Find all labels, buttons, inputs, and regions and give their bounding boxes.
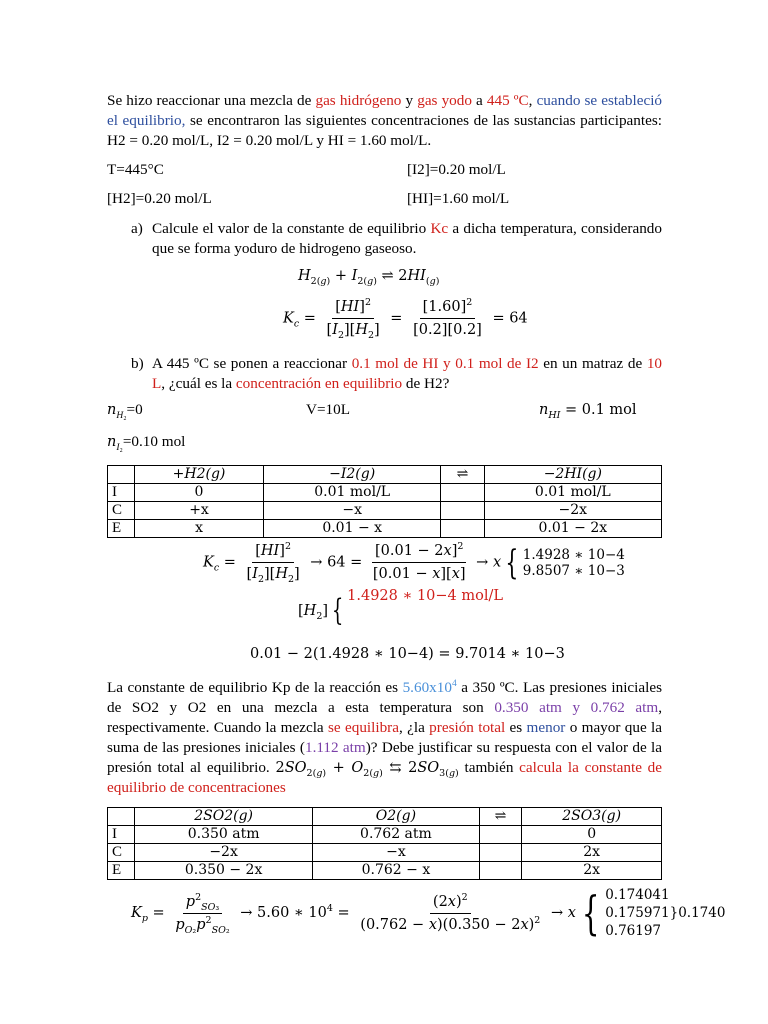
reaction-equation-1: $H_{2(g)} + I_{2(g)}$ ⇌ $2HI_{(g)}$ <box>298 268 440 287</box>
table-cell <box>441 484 484 502</box>
reactants-highlight: 0.1 mol de HI y 0.1 mol de I2 <box>351 355 539 372</box>
row-label: E <box>108 862 135 880</box>
part-a-label: a) <box>131 220 143 237</box>
kc-result: = 64 <box>492 310 528 327</box>
table-cell: 0.01 − 2x <box>484 520 661 538</box>
equilibrates-highlight: se equilibra <box>328 719 399 736</box>
part-b-text: , ¿cuál es la <box>161 375 236 392</box>
kp-mantissa: 5.60x10 <box>402 679 452 696</box>
iodine-gas-highlight: gas yodo <box>417 92 472 109</box>
part-c-text: es <box>505 719 527 736</box>
table-header-cell: +H2(g) <box>135 466 264 484</box>
intro-text: y <box>401 92 418 109</box>
table-cell: 0.01 − x <box>264 520 441 538</box>
table-cell: −2x <box>135 844 313 862</box>
table-header-cell: −2HI(g) <box>484 466 661 484</box>
total-pressure-highlight: presión total <box>429 719 506 736</box>
n-hi-value: = 0.1 mol <box>565 402 637 418</box>
row-label: E <box>108 520 135 538</box>
root-1: 1.4928 ∗ 10−4 <box>522 546 625 563</box>
equilibrium-concentration-highlight: concentración en equilibrio <box>235 375 403 392</box>
volume-value: V=10L <box>306 401 350 418</box>
n-hi: $n_{HI} = 0.1$ mol <box>539 402 637 421</box>
table-cell: 0.350 atm <box>135 826 313 844</box>
table-cell <box>479 844 522 862</box>
table-header-cell <box>108 466 135 484</box>
table-cell: 0.350 − 2x <box>135 862 313 880</box>
table-cell: 0.762 atm <box>313 826 479 844</box>
root-2-row: 0.175971}0.1740 <box>605 905 726 921</box>
n-h2: $n_{H_2}=0$ <box>107 401 143 422</box>
volume-highlight: 10 L <box>152 355 662 392</box>
pressure-sum-highlight: 1.112 atm <box>304 739 366 756</box>
table-row <box>108 484 662 502</box>
part-c-text: La constante de equilibrio Kp de la reacción es <box>107 679 403 696</box>
table-cell: −2x <box>484 502 661 520</box>
root-1: 0.174041 <box>605 887 670 903</box>
part-c-text: o mayor que la suma de las presiones iniciales ( <box>107 719 662 756</box>
table-cell: 0.01 mol/L <box>484 484 661 502</box>
table-cell: x <box>135 520 264 538</box>
part-b-text: en un matraz de <box>538 355 647 372</box>
kp-value: $5.60x10^4$ <box>402 678 457 696</box>
reaction-equation-2: $2SO_{2(g)} + O_{2(g)}$ ⇆ $2SO_{3(g)}$ <box>275 760 459 779</box>
part-b-text: A 445 ºC se ponen a reaccionar <box>152 355 352 372</box>
concentrations-line: H2 = 0.20 mol/L, I2 = 0.20 mol/L y HI = 1.60 mol/L. <box>107 132 432 149</box>
intro-text: , <box>528 92 537 109</box>
row-label: C <box>108 502 135 520</box>
table-cell: 0 <box>522 826 662 844</box>
hi-concentration: [HI]=1.60 mol/L <box>407 190 510 207</box>
part-c-paragraph <box>107 678 662 798</box>
intro-text: Se hizo reaccionar una mezcla de <box>107 92 316 109</box>
table-header-cell: O2(g) <box>313 808 479 826</box>
part-c-text: )? Debe justificar su respuesta con el valor de la presión total al equilibrio. <box>107 739 662 776</box>
i2-concentration: [I2]=0.20 mol/L <box>407 161 506 178</box>
n-i2: $n_{I_2}=0.10$ mol <box>107 433 186 454</box>
table-header-cell: ⇌ <box>479 808 522 826</box>
kc-request-highlight: calcula la constante de equilibrio de concentraciones <box>107 759 663 796</box>
part-c-text: , respectivamente. Cuando la mezcla <box>107 699 662 736</box>
equilibrium-highlight: cuando se estableció el equilibrio, <box>107 92 663 129</box>
h2-equilibrium: $[H_2]$ { 1.4928 ∗ 10−4 mol/L <box>298 588 504 628</box>
n-h2-value: =0 <box>126 401 143 418</box>
table-header-cell <box>108 808 135 826</box>
part-a-text: Calcule el valor de la constante de equilibrio <box>152 220 431 237</box>
part-c-text: también <box>458 759 520 776</box>
hi-final-calculation: 0.01 − 2(1.4928 ∗ 10−4) = 9.7014 ∗ 10−3 <box>250 646 565 662</box>
table-header-row <box>108 466 662 484</box>
table-cell: 0.01 mol/L <box>264 484 441 502</box>
table-cell: 0.762 − x <box>313 862 479 880</box>
table-cell: 0 <box>135 484 264 502</box>
kc-equation: $K_c$ = $\frac{[HI]^2}{[I_2][H_2]}$ = $\frac{[1.60]^2}{[0.2][0.2]}$ = 64 <box>283 297 528 341</box>
table-header-row <box>108 808 662 826</box>
part-b-label: b) <box>131 355 144 372</box>
intro-paragraph <box>107 91 662 151</box>
table-cell: −x <box>264 502 441 520</box>
part-b-text: de H2? <box>402 375 450 392</box>
row-label: I <box>108 484 135 502</box>
table-header-cell: ⇌ <box>441 466 484 484</box>
table-row <box>108 844 662 862</box>
kc-ice-equation: $K_c$ = $\frac{[HI]^2}{[I_2][H_2]}$ → 64 = $\frac{[0.01 - 2x]^2}{[0.01 - x][x]}$ → x { 1.4928 ∗ 10−4 9.8507 ∗ 10−3 <box>203 541 625 585</box>
part-c-text: a 350 ºC. Las presiones iniciales de SO2 y O2 en una mezcla a esta temperatura son <box>107 679 662 716</box>
table-cell: 2x <box>522 844 662 862</box>
table-cell: 2x <box>522 862 662 880</box>
menor-highlight: menor <box>526 719 566 736</box>
table-header-cell: −I2(g) <box>264 466 441 484</box>
n-i2-value: =0.10 mol <box>122 433 186 450</box>
kp-ice-equation: $K_p$ = $\frac{p^2_{SO_3}}{p_{O_2}p^2_{SO_2}}$ → 5.60 ∗ $10^4$ = $\frac{(2x)^2}{(0.762 - x)(0.350 - 2x)^2}$ → x { 0.174041 0.175971}0.1740 0.76197 <box>131 886 726 940</box>
intro-text: a <box>471 92 487 109</box>
temperature-highlight: 445 ºC <box>486 92 529 109</box>
part-a-question <box>152 219 662 259</box>
part-c-text: , ¿la <box>398 719 430 736</box>
table-cell <box>441 520 484 538</box>
table-cell <box>441 502 484 520</box>
chosen-root: 0.1740 <box>678 905 726 921</box>
part-a-text: a dicha temperatura, considerando que se forma yoduro de hidrogeno gaseoso. <box>152 220 662 257</box>
root-3: 0.76197 <box>605 923 662 939</box>
table-header-cell: 2SO3(g) <box>522 808 662 826</box>
table-row <box>108 826 662 844</box>
table-cell: −x <box>313 844 479 862</box>
part-b-question <box>152 354 662 394</box>
root-2: 0.175971 <box>605 905 670 921</box>
table-row <box>108 862 662 880</box>
h2-result: 1.4928 ∗ 10−4 mol/L <box>347 588 504 604</box>
ice-table-1 <box>107 465 662 538</box>
intro-text: se encontraron las siguientes concentraciones de las sustancias participantes: <box>185 112 662 129</box>
initial-pressures-highlight: 0.350 atm y 0.762 atm <box>494 699 659 716</box>
table-cell: +x <box>135 502 264 520</box>
ice-table-2 <box>107 807 662 880</box>
kc-highlight: Kc <box>430 220 449 237</box>
table-header-cell: 2SO2(g) <box>135 808 313 826</box>
row-label: C <box>108 844 135 862</box>
root-2: 9.8507 ∗ 10−3 <box>522 562 625 579</box>
table-row <box>108 502 662 520</box>
row-label: I <box>108 826 135 844</box>
temperature-value: T=445°C <box>107 161 164 178</box>
table-cell <box>479 862 522 880</box>
h2-concentration: [H2]=0.20 mol/L <box>107 190 212 207</box>
table-row <box>108 520 662 538</box>
table-cell <box>479 826 522 844</box>
hydrogen-gas-highlight: gas hidrógeno <box>315 92 402 109</box>
